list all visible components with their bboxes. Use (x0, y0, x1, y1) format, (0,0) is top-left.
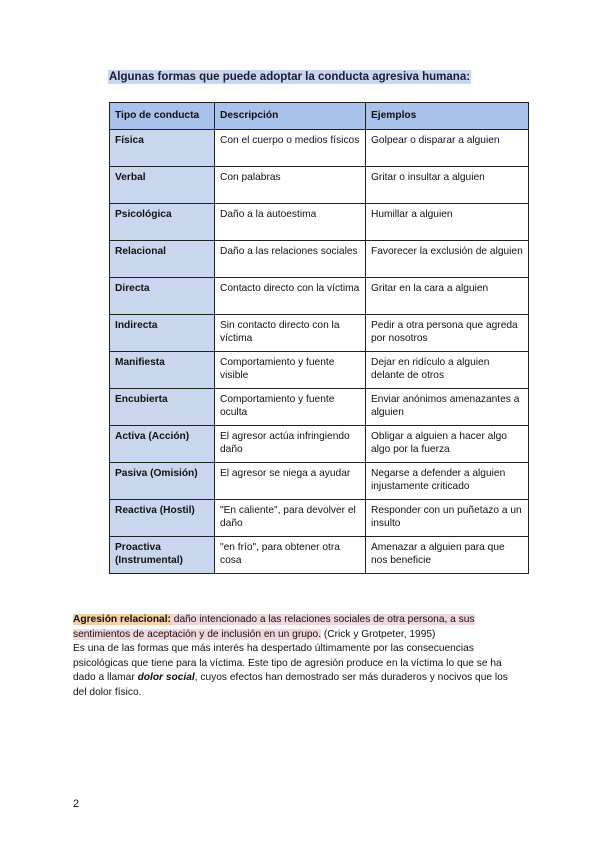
cell-ejemplo: Responder con un puñetazo a un insulto (366, 500, 529, 537)
body-text-2: , cuyos efectos han demostrado ser más duraderos y nocivos que los del dolor físico. (73, 672, 508, 698)
table-row (110, 426, 529, 463)
cell-descripcion: Contacto directo con la víctima (215, 278, 366, 315)
cell-tipo: Directa (110, 278, 215, 315)
cell-descripcion: Comportamiento y fuente visible (215, 352, 366, 389)
cell-tipo: Indirecta (110, 315, 215, 352)
cell-ejemplo: Dejar en ridículo a alguien delante de otros (366, 352, 529, 389)
cell-descripcion: Comportamiento y fuente oculta (215, 389, 366, 426)
citation: (Crick y Grotpeter, 1995) (321, 628, 436, 640)
cell-descripcion: El agresor actúa infringiendo daño (215, 426, 366, 463)
cell-descripcion: "En caliente", para devolver el daño (215, 500, 366, 537)
term-definition: daño intencionado a las relaciones sociales de otra persona, a sus sentimientos de aceptación y de inclusión en un grupo. (73, 614, 475, 640)
cell-ejemplo: Pedir a otra persona que agreda por nosotros (366, 315, 529, 352)
cell-tipo: Pasiva (Omisión) (110, 463, 215, 500)
table-row (110, 241, 529, 278)
table-row (110, 389, 529, 426)
page-number: 2 (73, 798, 80, 810)
cell-ejemplo: Negarse a defender a alguien injustamente criticado (366, 463, 529, 500)
cell-ejemplo: Gritar en la cara a alguien (366, 278, 529, 315)
cell-tipo: Activa (Acción) (110, 426, 215, 463)
table-header-row (110, 103, 529, 130)
cell-ejemplo: Gritar o insultar a alguien (366, 167, 529, 204)
cell-descripcion: El agresor se niega a ayudar (215, 463, 366, 500)
cell-ejemplo: Enviar anónimos amenazantes a alguien (366, 389, 529, 426)
cell-ejemplo: Humillar a alguien (366, 204, 529, 241)
table-row (110, 463, 529, 500)
cell-descripcion: Sin contacto directo con la víctima (215, 315, 366, 352)
header-tipo: Tipo de conducta (110, 103, 215, 130)
relational-aggression-paragraph (73, 613, 523, 700)
emphasis-dolor-social: dolor social (137, 672, 195, 683)
page-title: Algunas formas que puede adoptar la conducta agresiva humana: (109, 71, 471, 83)
table-row (110, 315, 529, 352)
body-text-1: Es una de las formas que más interés ha despertado últimamente por las consecuencias psicológicas que tiene para la víctima. Este tipo de agresión produce en la víctima lo que se ha dado a llamar (73, 643, 502, 683)
term-label: Agresión relacional: (73, 614, 171, 625)
table-row (110, 537, 529, 574)
cell-tipo: Reactiva (Hostil) (110, 500, 215, 537)
cell-tipo: Verbal (110, 167, 215, 204)
cell-descripcion: Daño a la autoestima (215, 204, 366, 241)
cell-tipo: Manifiesta (110, 352, 215, 389)
cell-descripcion: Daño a las relaciones sociales (215, 241, 366, 278)
cell-descripcion: Con palabras (215, 167, 366, 204)
cell-ejemplo: Favorecer la exclusión de alguien (366, 241, 529, 278)
cell-tipo: Relacional (110, 241, 215, 278)
header-descripcion: Descripción (215, 103, 366, 130)
cell-ejemplo: Golpear o disparar a alguien (366, 130, 529, 167)
table-row (110, 278, 529, 315)
table-row (110, 204, 529, 241)
cell-ejemplo: Amenazar a alguien para que nos beneficie (366, 537, 529, 574)
header-ejemplos: Ejemplos (366, 103, 529, 130)
aggression-types-table (109, 102, 529, 574)
cell-tipo: Encubierta (110, 389, 215, 426)
table-row (110, 167, 529, 204)
cell-ejemplo: Obligar a alguien a hacer algo algo por la fuerza (366, 426, 529, 463)
cell-tipo: Psicológica (110, 204, 215, 241)
table-row (110, 130, 529, 167)
table-row (110, 500, 529, 537)
cell-tipo: Física (110, 130, 215, 167)
table-row (110, 352, 529, 389)
cell-descripcion: Con el cuerpo o medios físicos (215, 130, 366, 167)
cell-descripcion: "en frío", para obtener otra cosa (215, 537, 366, 574)
cell-tipo: Proactiva (Instrumental) (110, 537, 215, 574)
